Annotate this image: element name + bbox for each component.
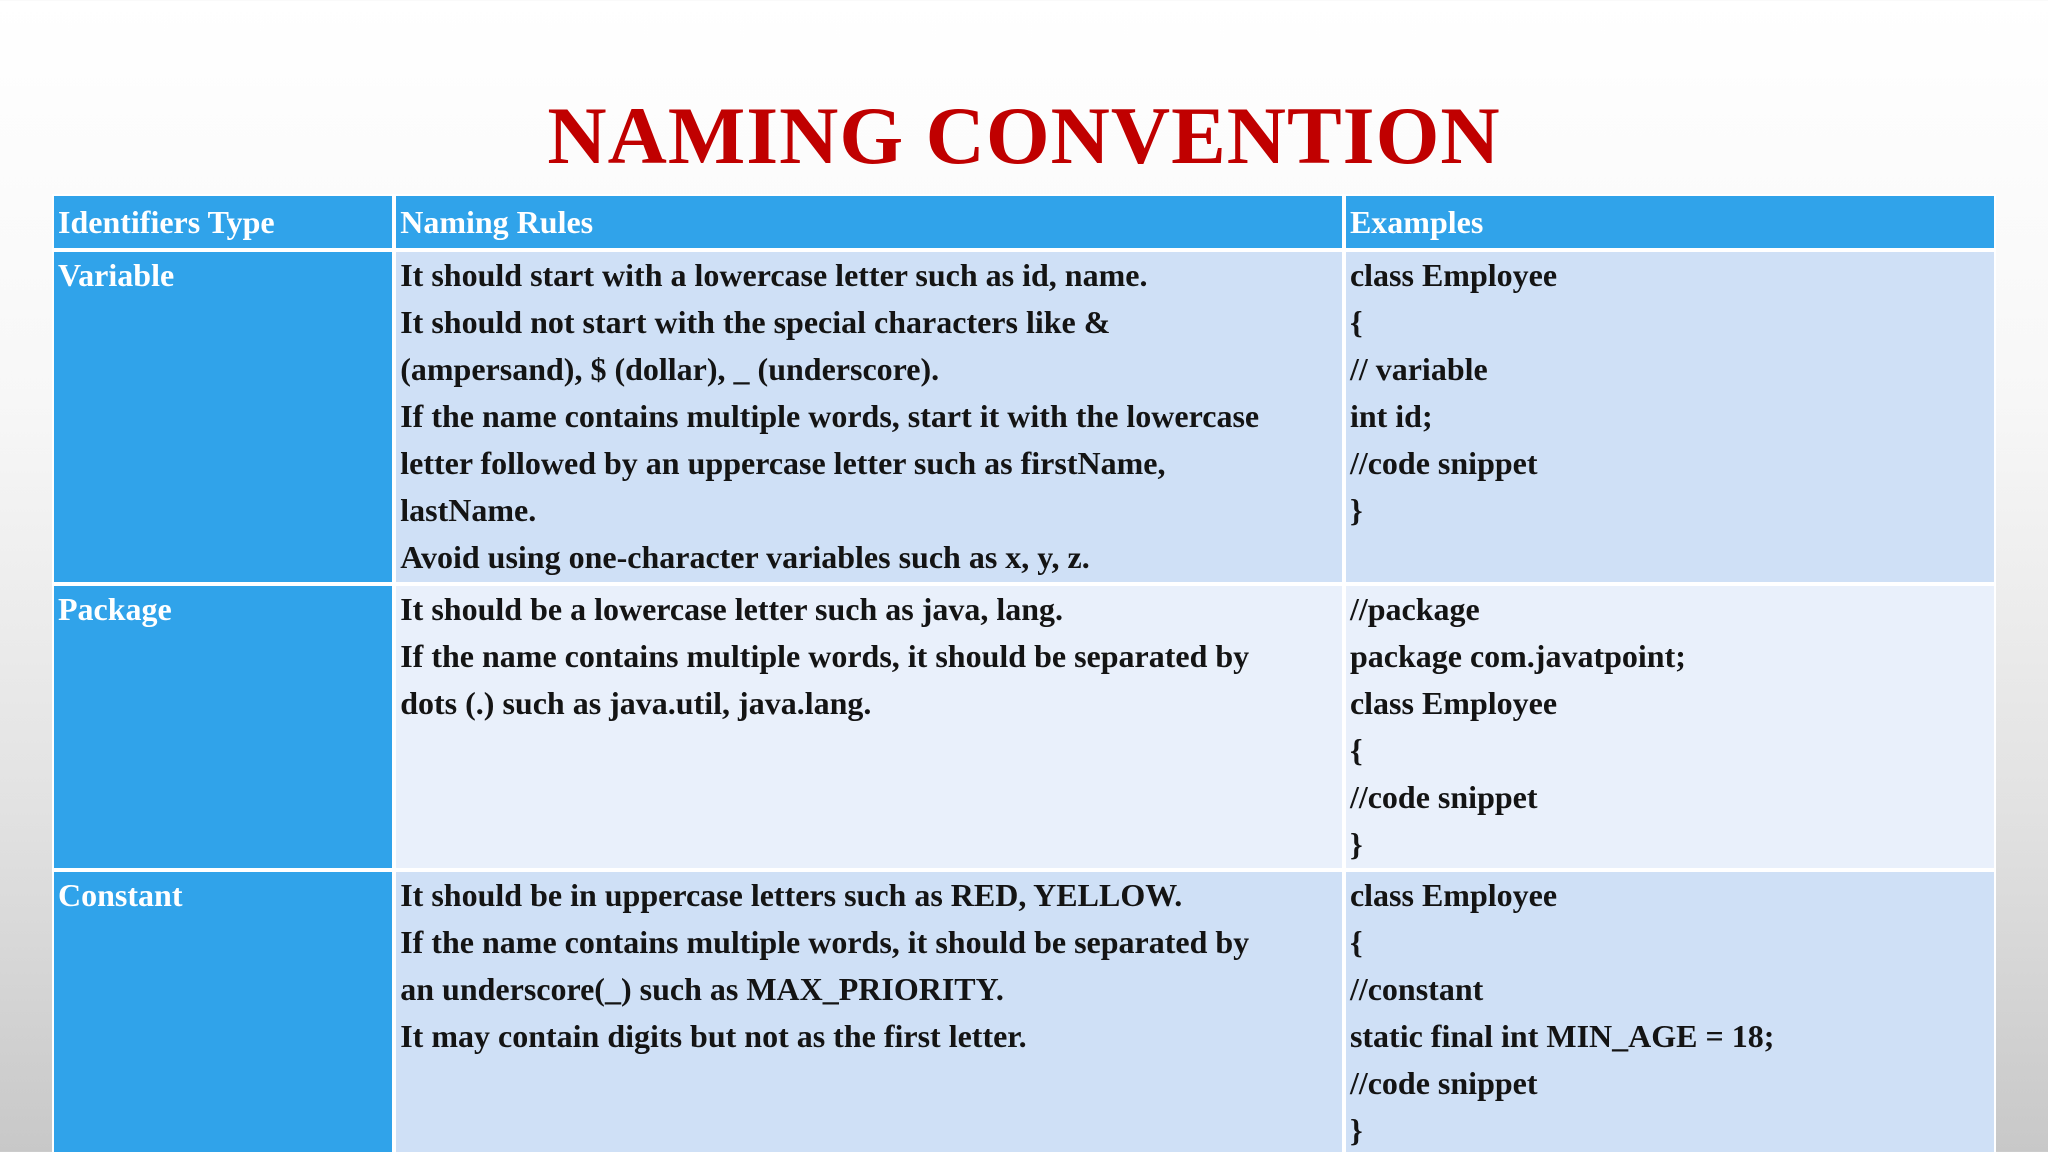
header-naming-rules: Naming Rules [394, 194, 1344, 250]
slide-title: NAMING CONVENTION [547, 90, 1501, 181]
example-line: { [1349, 732, 1363, 768]
naming-convention-table [52, 194, 1996, 1152]
rule-line: (ampersand), $ (dollar), _ (underscore). [400, 351, 940, 387]
rules-cell [394, 870, 1344, 1152]
example-line: } [1349, 826, 1363, 862]
rules-cell [394, 584, 1344, 870]
example-line: { [1349, 924, 1363, 960]
type-cell: Package [52, 584, 394, 870]
type-cell: Variable [52, 250, 394, 584]
example-line: } [1349, 1112, 1363, 1148]
examples-cell [1344, 584, 1996, 870]
rule-line: dots (.) such as java.util, java.lang. [400, 685, 872, 721]
example-line: int id; [1349, 398, 1433, 434]
example-line: class Employee [1349, 257, 1558, 293]
example-line: class Employee [1349, 877, 1558, 913]
table-header-row [52, 194, 1996, 250]
example-line: // variable [1349, 351, 1488, 387]
rule-line: It should start with a lowercase letter such as id, name. [400, 257, 1148, 293]
example-line: //code snippet [1349, 445, 1538, 481]
table-row-constant [52, 870, 1996, 1152]
rule-line: If the name contains multiple words, start it with the lowercase [400, 398, 1260, 434]
example-line: class Employee [1349, 685, 1558, 721]
example-line: //constant [1349, 971, 1484, 1007]
examples-cell [1344, 870, 1996, 1152]
examples-cell [1344, 250, 1996, 584]
example-line: //code snippet [1349, 779, 1538, 815]
type-cell: Constant [52, 870, 394, 1152]
rule-line: It may contain digits but not as the first letter. [400, 1018, 1027, 1054]
rule-line: lastName. [400, 492, 537, 528]
header-identifiers-type: Identifiers Type [52, 194, 394, 250]
rules-cell [394, 250, 1344, 584]
rule-line: letter followed by an uppercase letter such as firstName, [400, 445, 1166, 481]
table-row-package [52, 584, 1996, 870]
header-examples: Examples [1344, 194, 1996, 250]
example-line: package com.javatpoint; [1349, 638, 1686, 674]
rule-line: Avoid using one-character variables such as x, y, z. [400, 539, 1090, 575]
rule-line: It should be a lowercase letter such as java, lang. [400, 591, 1064, 627]
rule-line: an underscore(_) such as MAX_PRIORITY. [400, 971, 1004, 1007]
table-row-variable [52, 250, 1996, 584]
example-line: } [1349, 492, 1363, 528]
example-line: static final int MIN_AGE = 18; [1349, 1018, 1775, 1054]
rule-line: It should be in uppercase letters such as RED, YELLOW. [400, 877, 1183, 913]
example-line: //code snippet [1349, 1065, 1538, 1101]
example-line: { [1349, 304, 1363, 340]
example-line: //package [1349, 591, 1480, 627]
rule-line: It should not start with the special characters like & [400, 304, 1111, 340]
rule-line: If the name contains multiple words, it should be separated by [400, 924, 1250, 960]
rule-line: If the name contains multiple words, it should be separated by [400, 638, 1250, 674]
